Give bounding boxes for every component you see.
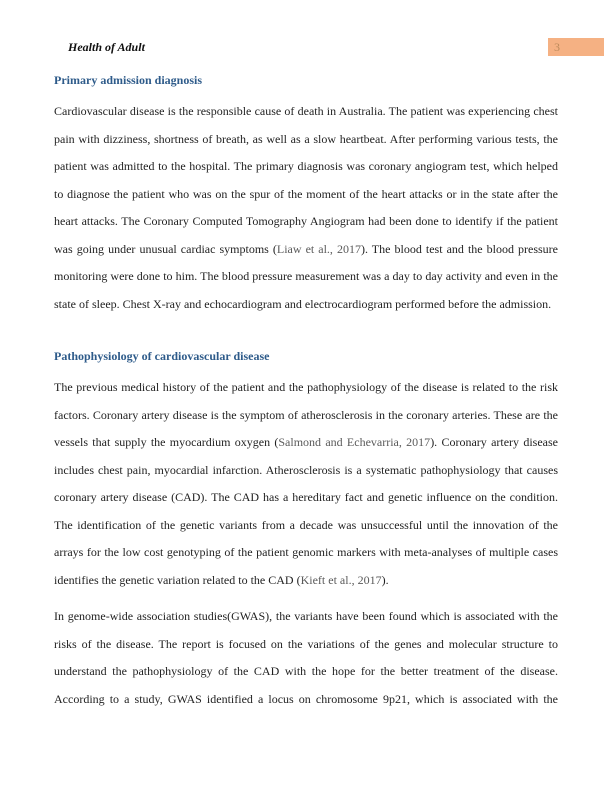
paragraph <box>54 98 558 318</box>
paragraph <box>54 603 558 713</box>
section-heading: Primary admission diagnosis <box>54 73 203 87</box>
paragraph <box>54 374 558 594</box>
running-head-title: Health of Adult <box>68 40 145 54</box>
page-number: 3 <box>554 40 560 54</box>
document-body <box>54 72 558 713</box>
page-number-badge <box>548 38 604 56</box>
body-text: The previous medical history of the patient and the pathophysiology of the disease is related to the risk factors. Coronary artery disease is the symptom of atherosclerosis in the coronary arteries. These are the vessels that supply the myocardium oxygen ( <box>54 380 558 449</box>
body-text: ). <box>381 572 389 587</box>
document-header <box>54 38 558 56</box>
body-text: ). Coronary artery disease includes chest pain, myocardial infarction. Atherosclerosis is a systematic pathophysiology that causes coronary artery disease (CAD). The CAD has a hereditary fact and genetic influence on the condition. The identification of the genetic variants from a decade was unsuccessful until the innovation of the arrays for the low cost genotyping of the patient genomic markers with meta-analyses of multiple cases identifies the genetic variation related to the CAD ( <box>54 435 558 587</box>
citation: Liaw et al., 2017 <box>276 241 361 256</box>
body-text: In genome-wide association studies(GWAS), the variants have been found which is associated with the risks of the disease. The report is focused on the variations of the genes and molecular structure to understand the pathophysiology of the CAD with the hope for the better treatment of the disease. According to a study, GWAS identified a locus on chromosome 9p21, which is associated with the <box>54 609 558 706</box>
section-heading: Pathophysiology of cardiovascular disease <box>54 349 270 363</box>
body-text: ). The blood test and the blood pressure monitoring were done to him. The blood pressure measurement was a day to day activity and even in the state of sleep. Chest X-ray and echocardiogram and electrocardiogram performed before the admission. <box>54 241 559 311</box>
citation: Kieft et al., 2017 <box>300 572 382 587</box>
body-text: Cardiovascular disease is the responsible cause of death in Australia. The patient was experiencing chest pain with dizziness, shortness of breath, as well as a slow heartbeat. After performing various tests, the patient was admitted to the hospital. The primary diagnosis was coronary angiogram test, which helped to diagnose the patient who was on the spur of the moment of the heart attacks or in the state after the heart attacks. The Coronary Computed Tomography Angiogram had been done to identify if the patient was going under unusual cardiac symptoms ( <box>54 104 558 256</box>
citation: Salmond and Echevarria, 2017 <box>278 435 431 449</box>
